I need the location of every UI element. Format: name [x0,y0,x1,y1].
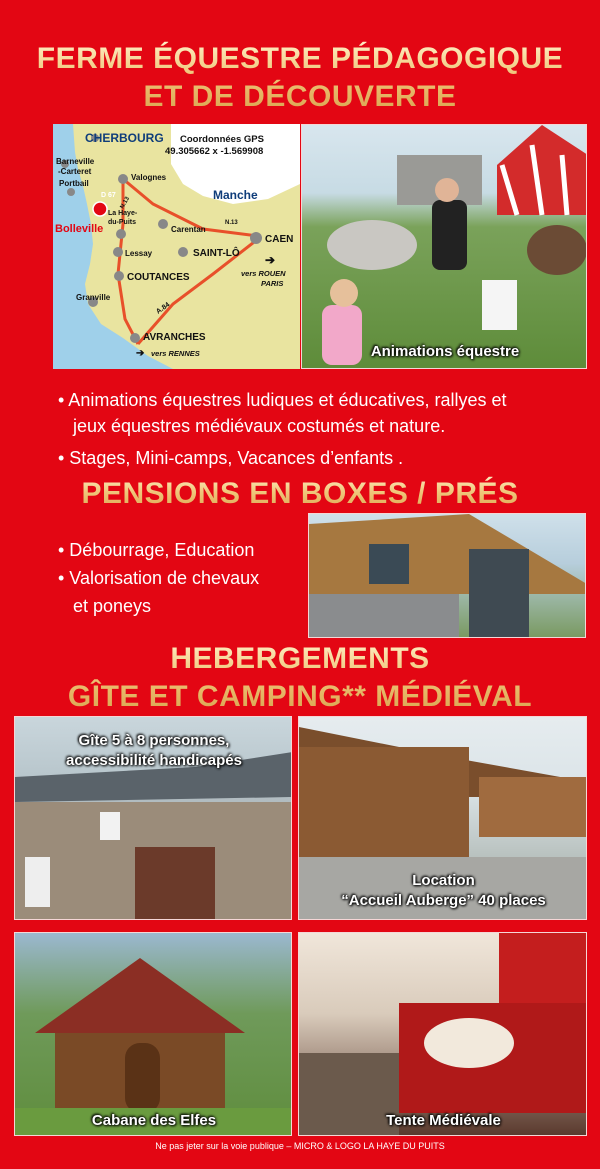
caption-location-line2: “Accueil Auberge” 40 places [341,892,546,909]
cabane-photo [14,932,292,1136]
stable-door [469,549,529,638]
footer-note: Ne pas jeter sur la voie publique – MICRO & LOGO LA HAYE DU PUITS [155,1141,445,1151]
caption-location-line1: Location [412,872,475,889]
gite-photo [14,716,292,920]
label-avranches: AVRANCHES [143,332,206,343]
pension-line-3: et poneys [58,596,152,616]
dot-bolleville [93,202,107,216]
label-barneville-1: Barneville [56,157,95,166]
label-n13-east: N.13 [225,220,238,226]
activity-line-3: • Stages, Mini-camps, Vacances d’enfants . [58,448,404,468]
dot-lahaye [116,229,126,239]
stable-illustration [309,514,586,638]
label-bolleville: Bolleville [55,223,104,235]
label-saintlo: SAINT-LÔ [193,248,240,259]
arrow-south-icon: ➔ [136,348,145,359]
map-svg [53,124,300,369]
hebergements-title [0,640,600,716]
auberge-wall [299,747,469,857]
label-vers-rouen-2: PARIS [261,279,284,288]
activity-line-2: jeux équestres médiévaux costumés et nature. [58,416,446,436]
pension-line-2: • Valorisation de chevaux [58,568,260,588]
animations-photo [301,124,587,369]
arrow-east-icon: ➔ [265,253,276,267]
label-n13-north: N.13 [119,196,132,210]
cabane-illustration [15,933,292,1136]
label-portbail: Portbail [59,179,89,188]
label-lahaye-1: La Haye- [108,210,138,217]
label-region: Manche [213,188,258,202]
label-vers-rouen-1: vers ROUEN [241,269,286,278]
gite-door [135,847,215,920]
main-title-line2: ET DE DÉCOUVERTE [143,80,457,113]
stable-photo [308,513,586,638]
dot-caen [250,232,262,244]
woman-head [435,178,459,202]
main-title-line1: FERME ÉQUESTRE PÉDAGOGIQUE [36,42,564,75]
cabane-roof [35,958,245,1033]
activity-line-1: • Animations équestres ludiques et éducatives, rallyes et [58,390,507,410]
label-d67: D 67 [101,192,116,199]
dot-lessay [113,247,123,257]
label-lessay: Lessay [125,249,153,258]
stable-base [309,594,459,638]
caption-gite-line2: accessibilité handicapés [66,752,242,769]
label-a84: A.84 [155,301,172,316]
label-valognes: Valognes [131,173,167,182]
dot-saintlo [178,247,188,257]
tente-illustration [299,933,587,1136]
hebergements-line2: GÎTE ET CAMPING** MÉDIÉVAL [67,680,533,713]
main-title [0,40,600,116]
tente-photo [298,932,587,1136]
label-granville: Granville [76,293,111,302]
girl-head [330,279,358,307]
gps-value: 49.305662 x -1.569908 [165,146,264,157]
caption-gite-line1: Gîte 5 à 8 personnes, [78,732,230,749]
auberge-wall-far [479,777,587,837]
caption-cabane: Cabane des Elfes [91,1112,217,1129]
gps-label: Coordonnées GPS [180,134,264,145]
dot-portbail [67,188,75,196]
gite-window-left [25,857,50,907]
tente-cushion [424,1018,514,1068]
pension-line-1: • Débourrage, Education [58,540,255,560]
dot-valognes [118,174,128,184]
dot-coutances [114,271,124,281]
stable-wall [309,514,586,594]
label-lahaye-2: du-Puits [108,219,136,226]
label-barneville-2: -Carteret [58,167,92,176]
label-cherbourg: CHERBOURG [85,131,164,145]
caption-location [299,871,587,911]
location-map [53,124,300,369]
auberge-photo [298,716,587,920]
stable-window [369,544,409,584]
dot-carentan [158,219,168,229]
dot-avranches [130,333,140,343]
gite-window [100,812,120,840]
cabane-door [125,1043,160,1113]
caption-gite [15,731,292,771]
donkey-shape [327,220,417,270]
hebergements-line1: HEBERGEMENTS [170,642,430,675]
horse-shape [527,225,587,275]
woman-shape [432,200,467,270]
caption-animations: Animations équestre [370,343,520,360]
pensions-title: PENSIONS EN BOXES / PRÉS [0,474,600,514]
caption-tente: Tente Médiévale [386,1112,501,1129]
label-coutances: COUTANCES [127,272,190,283]
animations-illustration [302,125,587,369]
label-vers-rennes: vers RENNES [151,349,200,358]
label-caen: CAEN [265,234,294,245]
paper-sheet [482,280,517,330]
label-carentan: Carentan [171,225,206,234]
